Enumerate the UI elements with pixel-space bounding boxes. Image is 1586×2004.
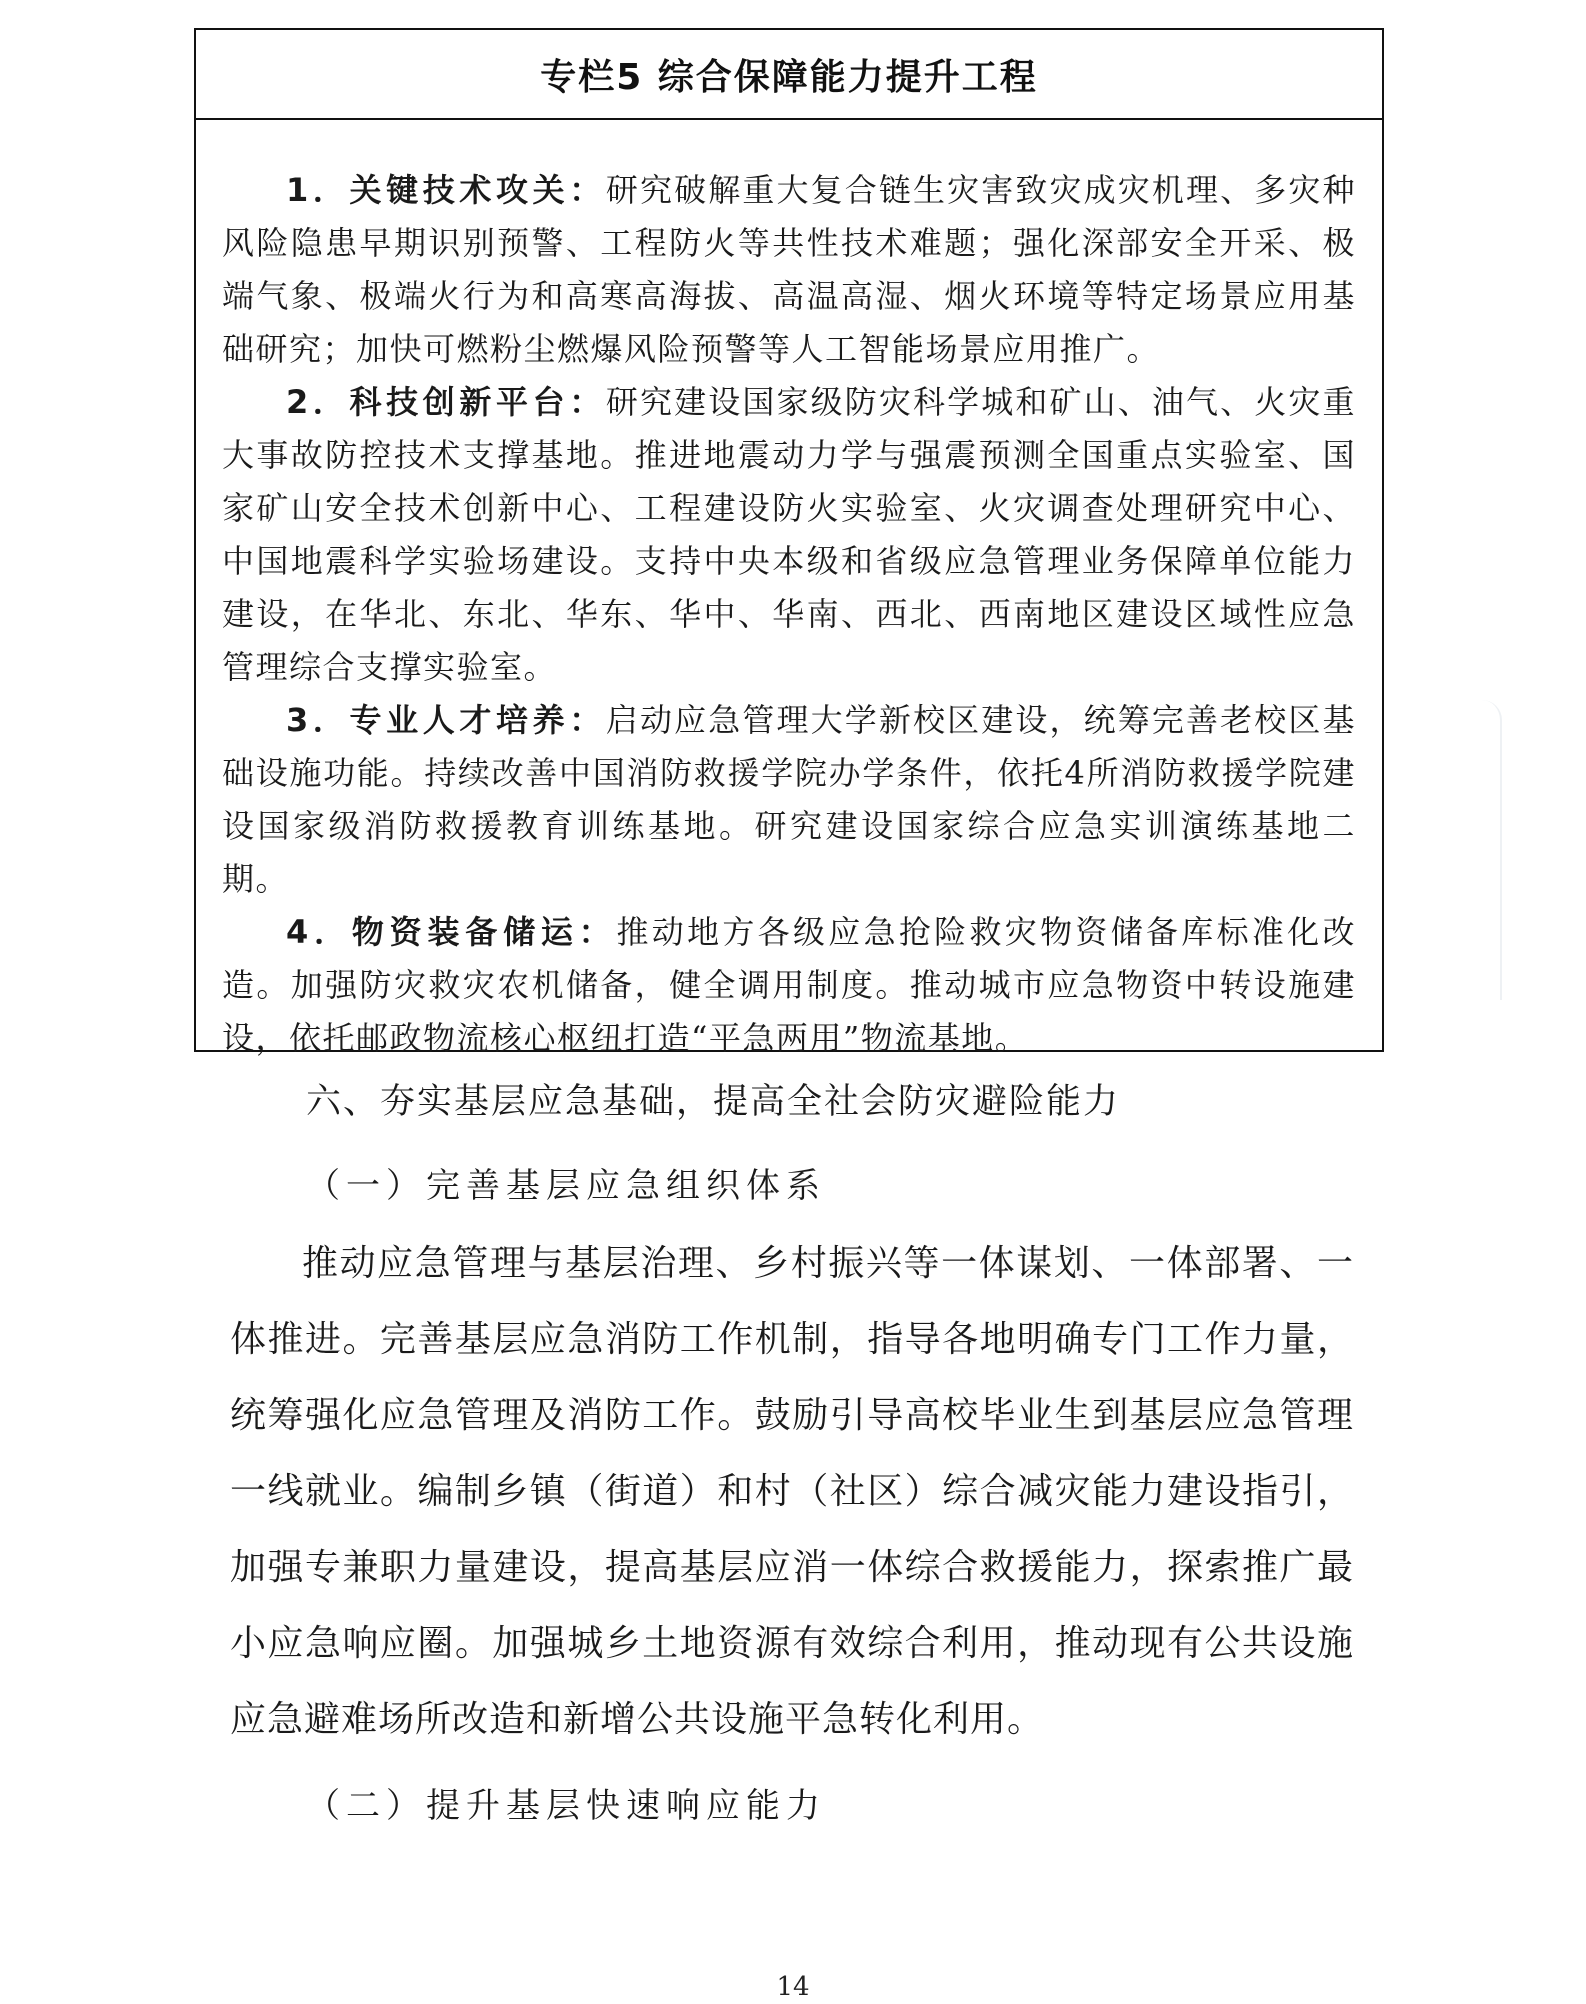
column-item-3 — [222, 694, 1356, 906]
column-item-2-text: 研究建设国家级防灾科学城和矿山、油气、火灾重大事故防控技术支撑基地。推进地震动力学与强震预测全国重点实验室、国家矿山安全技术创新中心、工程建设防火实验室、火灾调查处理研究中心、中国地震科学实验场建设。支持中央本级和省级应急管理业务保障单位能力建设，在华北、东北、华东、华中、华南、西北、西南地区建设区域性应急管理综合支撑实验室。 — [222, 383, 1356, 686]
column-item-3-text: 启动应急管理大学新校区建设，统筹完善老校区基础设施功能。持续改善中国消防救援学院办学条件，依托4所消防救援学院建设国家级消防救援教育训练基地。研究建设国家综合应急实训演练基地二期。 — [222, 701, 1356, 898]
column-item-1 — [222, 164, 1356, 376]
column-item-1-head: 1．关键技术攻关： — [286, 171, 606, 209]
column-item-3-head: 3．专业人才培养： — [286, 701, 606, 739]
column-title: 专栏5 综合保障能力提升工程 — [540, 56, 1038, 98]
page-number: 14 — [776, 1972, 810, 2002]
column-item-2 — [222, 376, 1356, 694]
section-heading: 六、夯实基层应急基础，提高全社会防灾避险能力 — [306, 1082, 1121, 1122]
subsection-heading-2: （二）提升基层快速响应能力 — [306, 1786, 826, 1826]
column-item-1-text: 研究破解重大复合链生灾害致灾成灾机理、多灾种风险隐患早期识别预警、工程防火等共性技术难题；强化深部安全开采、极端气象、极端火行为和高寒高海拔、高温高湿、烟火环境等特定场景应用基础研究；加快可燃粉尘燃爆风险预警等人工智能场景应用推广。 — [222, 171, 1356, 368]
column-item-4-head: 4．物资装备储运： — [286, 913, 617, 951]
subsection-heading-1: （一）完善基层应急组织体系 — [306, 1166, 826, 1206]
column-title-row — [196, 30, 1382, 120]
column-body — [196, 120, 1382, 1065]
column-item-4 — [222, 906, 1356, 1065]
scan-edge-artifact — [1440, 700, 1502, 1000]
column-item-2-head: 2．科技创新平台： — [286, 383, 606, 421]
special-column-box — [194, 28, 1384, 1057]
column-item-4-text: 推动地方各级应急抢险救灾物资储备库标准化改造。加强防灾救灾农机储备，健全调用制度。推动城市应急物资中转设施建设，依托邮政物流核心枢纽打造“平急两用”物流基地。 — [222, 913, 1356, 1057]
body-paragraph-1: 推动应急管理与基层治理、乡村振兴等一体谋划、一体部署、一体推进。完善基层应急消防工作机制，指导各地明确专门工作力量，统筹强化应急管理及消防工作。鼓励引导高校毕业生到基层应急管理一线就业。编制乡镇（街道）和村（社区）综合减灾能力建设指引，加强专兼职力量建设，提高基层应消一体综合救援能力，探索推广最小应急响应圈。加强城乡土地资源有效综合利用，推动现有公共设施应急避难场所改造和新增公共设施平急转化利用。 — [230, 1243, 1354, 1740]
